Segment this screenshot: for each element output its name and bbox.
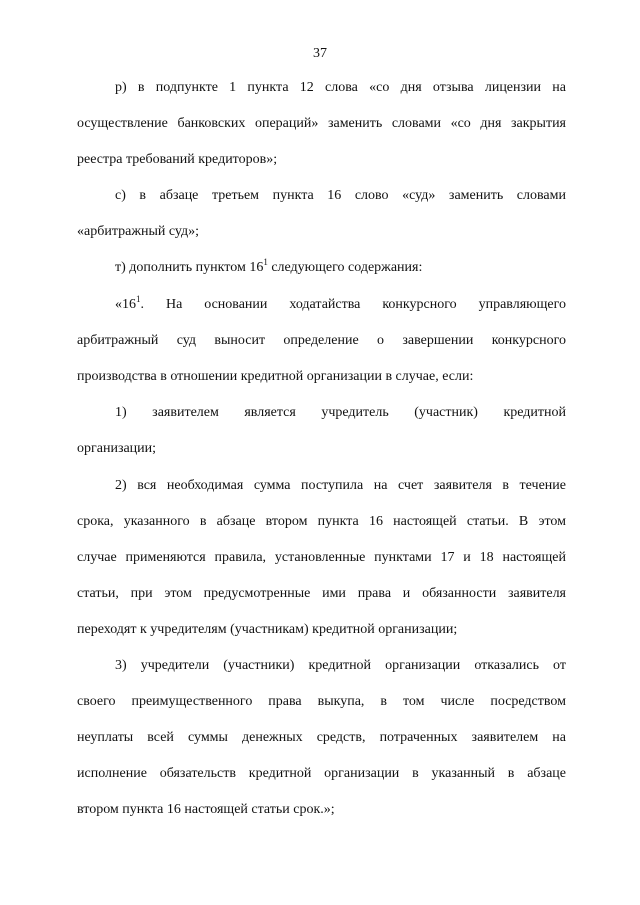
paragraph-r-line-2: осуществление банковских операций» заменить словами «со дня закрытия [77, 116, 566, 131]
paragraph-s-line-1: с) в абзаце третьем пункта 16 слово «суд» заменить словами [115, 188, 566, 203]
item-3-line-2: своего преимущественного права выкупа, в том числе посредством [77, 694, 566, 709]
item-2-line-5: переходят к учредителям (участникам) кредитной организации; [77, 622, 458, 637]
paragraph-t-text-b: следующего содержания: [267, 260, 423, 275]
paragraph-t-line-1 [115, 258, 566, 278]
paragraph-s-line-2: «арбитражный суд»; [77, 224, 200, 239]
paragraph-16-1-text: . На основании ходатайства конкурсного управляющего [140, 297, 566, 312]
paragraph-r-line-3: реестра требований кредиторов»; [77, 152, 278, 167]
item-2-line-4: статьи, при этом предусмотренные ими права и обязанности заявителя [77, 586, 566, 601]
item-3-line-5: втором пункта 16 настоящей статьи срок.»; [77, 802, 335, 817]
item-3-line-1: 3) учредители (участники) кредитной организации отказались от [115, 658, 566, 673]
item-1-line-1: 1) заявителем является учредитель (участник) кредитной [115, 405, 566, 420]
paragraph-t-superscript: 1 [263, 257, 268, 267]
paragraph-t-text-a: т) дополнить пунктом 16 [115, 260, 264, 275]
paragraph-16-1-line-3: производства в отношении кредитной организации в случае, если: [77, 369, 474, 384]
paragraph-r-line-1: р) в подпункте 1 пункта 12 слова «со дня отзыва лицензии на [115, 80, 566, 95]
paragraph-16-1-number-text: «16 [115, 297, 136, 312]
paragraph-16-1-number [115, 295, 141, 315]
item-2-line-2: срока, указанного в абзаце втором пункта 16 настоящей статьи. В этом [77, 514, 566, 529]
item-2-line-1: 2) вся необходимая сумма поступила на счет заявителя в течение [115, 478, 566, 493]
paragraph-16-1-line-2: арбитражный суд выносит определение о завершении конкурсного [77, 333, 566, 348]
item-1-line-2: организации; [77, 441, 157, 456]
item-3-line-3: неуплаты всей суммы денежных средств, потраченных заявителем на [77, 730, 566, 745]
page-number: 37 [313, 46, 327, 61]
item-3-line-4: исполнение обязательств кредитной организации в указанный в абзаце [77, 766, 566, 781]
item-2-line-3: случае применяются правила, установленные пунктами 17 и 18 настоящей [77, 550, 566, 565]
paragraph-16-1-superscript: 1 [136, 294, 141, 304]
paragraph-16-1-line-1 [115, 295, 566, 315]
